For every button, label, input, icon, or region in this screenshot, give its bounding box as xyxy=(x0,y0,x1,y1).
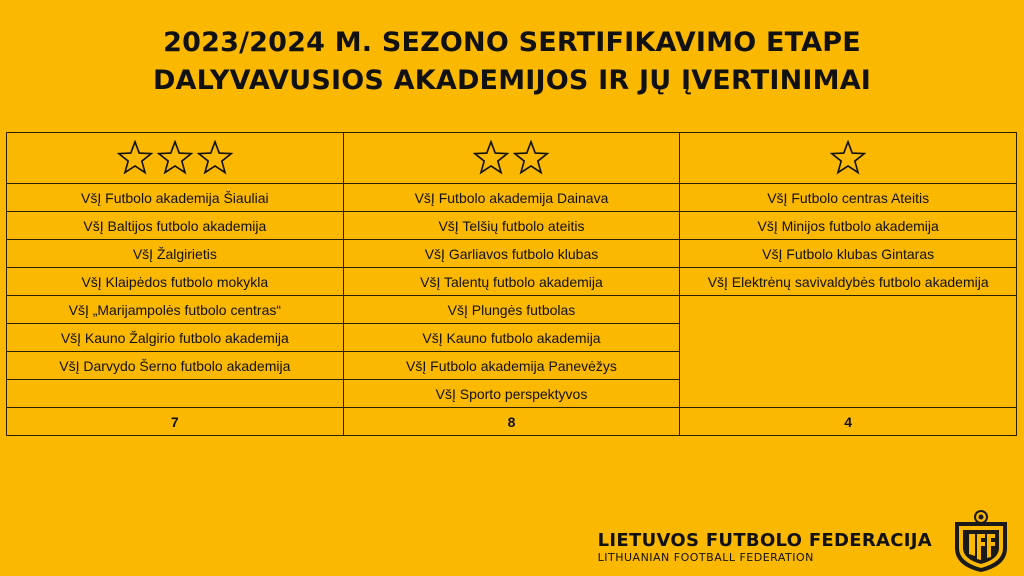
table-row xyxy=(7,212,1017,240)
table-cell: VšĮ Futbolo akademija Dainava xyxy=(343,184,680,212)
table-cell: VšĮ Plungės futbolas xyxy=(343,296,680,324)
table-cell xyxy=(7,380,344,408)
three-star-header xyxy=(7,133,344,184)
table-cell: VšĮ Klaipėdos futbolo mokykla xyxy=(7,268,344,296)
table-cell: VšĮ Futbolo klubas Gintaras xyxy=(680,240,1017,268)
total-three-star: 7 xyxy=(7,408,344,436)
star-outline-icon xyxy=(117,140,153,176)
table-cell: VšĮ Talentų futbolo akademija xyxy=(343,268,680,296)
lff-logo-icon xyxy=(951,508,1011,574)
table-cell: VšĮ Minijos futbolo akademija xyxy=(680,212,1017,240)
table-cell: VšĮ Sporto perspektyvos xyxy=(343,380,680,408)
table-row xyxy=(7,296,1017,324)
table-cell: VšĮ Futbolo centras Ateitis xyxy=(680,184,1017,212)
page-title xyxy=(0,24,1024,100)
two-star-header xyxy=(343,133,680,184)
table-cell: VšĮ Garliavos futbolo klubas xyxy=(343,240,680,268)
academies-table xyxy=(6,132,1017,436)
table-cell: VšĮ Darvydo Šerno futbolo akademija xyxy=(7,352,344,380)
footer-org-name xyxy=(598,530,932,564)
total-one-star: 4 xyxy=(680,408,1017,436)
star-outline-icon xyxy=(157,140,193,176)
table-cell: VšĮ Elektrėnų savivaldybės futbolo akademija xyxy=(680,268,1017,296)
federation-name-en: LITHUANIAN FOOTBALL FEDERATION xyxy=(597,551,814,564)
star-outline-icon xyxy=(513,140,549,176)
table-cell: VšĮ Žalgirietis xyxy=(7,240,344,268)
totals-row xyxy=(7,408,1017,436)
table-cell: VšĮ Baltijos futbolo akademija xyxy=(7,212,344,240)
table-row xyxy=(7,268,1017,296)
table-cell: VšĮ Kauno Žalgirio futbolo akademija xyxy=(7,324,344,352)
star-outline-icon xyxy=(473,140,509,176)
table-cell: VšĮ „Marijampolės futbolo centras“ xyxy=(7,296,344,324)
table-row xyxy=(7,240,1017,268)
table-cell: VšĮ Telšių futbolo ateitis xyxy=(343,212,680,240)
table-cell: VšĮ Futbolo akademija Šiauliai xyxy=(7,184,344,212)
title-line-2: DALYVAVUSIOS AKADEMIJOS IR JŲ ĮVERTINIMAI xyxy=(152,65,872,96)
title-line-1: 2023/2024 M. SEZONO SERTIFIKAVIMO ETAPE xyxy=(163,27,861,58)
star-rating-row xyxy=(7,133,1017,184)
table-cell: VšĮ Kauno futbolo akademija xyxy=(343,324,680,352)
table-cell: VšĮ Futbolo akademija Panevėžys xyxy=(343,352,680,380)
empty-cell xyxy=(680,296,1017,408)
star-outline-icon xyxy=(197,140,233,176)
total-two-star: 8 xyxy=(343,408,680,436)
one-star-header xyxy=(680,133,1017,184)
federation-name-lt: LIETUVOS FUTBOLO FEDERACIJA xyxy=(597,530,932,551)
star-outline-icon xyxy=(830,140,866,176)
table-row xyxy=(7,184,1017,212)
